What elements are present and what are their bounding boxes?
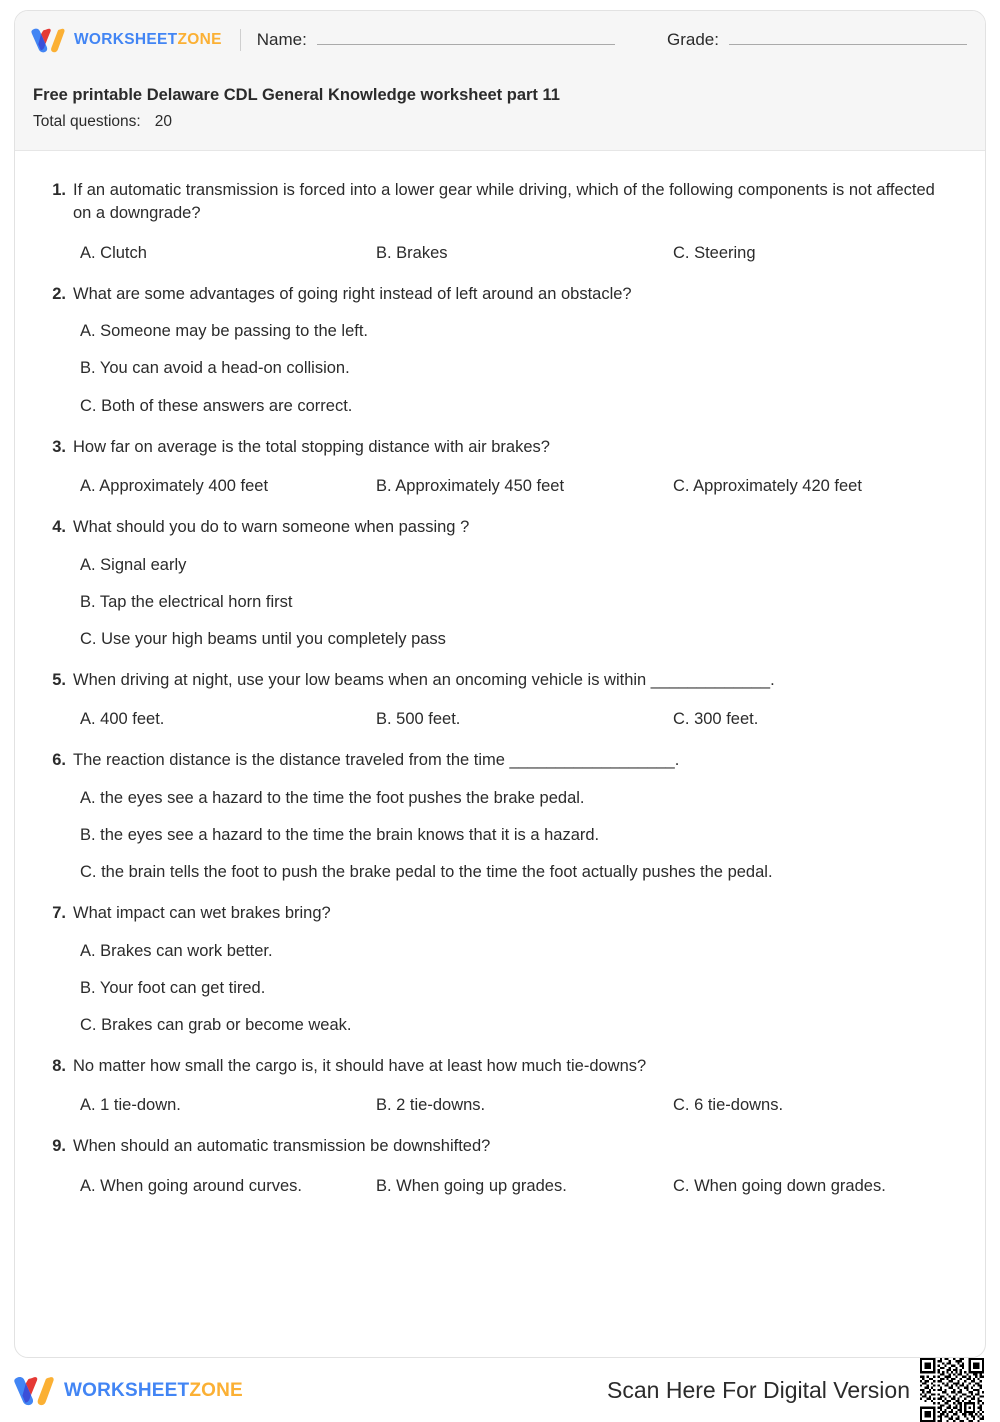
- page-footer: [0, 1366, 1000, 1414]
- question-item: [45, 179, 955, 265]
- question-text: What should you do to warn someone when passing ?: [73, 518, 470, 537]
- question-text: No matter how small the cargo is, it should have at least how much tie-downs?: [73, 1056, 647, 1075]
- option-b[interactable]: B. 2 tie-downs.: [376, 1096, 486, 1115]
- question-number: 3.: [52, 437, 66, 456]
- question-head: [45, 179, 955, 226]
- question-options: [45, 320, 955, 417]
- option-b[interactable]: B. Your foot can get tired.: [80, 978, 266, 997]
- option-b[interactable]: B. You can avoid a head-on collision.: [80, 359, 350, 378]
- question-options: [45, 1094, 955, 1117]
- question-options: [45, 475, 955, 498]
- name-label: Name:: [256, 30, 307, 49]
- question-item: [45, 902, 955, 1037]
- name-field[interactable]: [257, 30, 615, 50]
- question-head: [45, 902, 955, 925]
- question-item: [45, 516, 955, 651]
- question-item: [45, 436, 955, 499]
- question-number: 9.: [52, 1137, 66, 1156]
- option-c[interactable]: C. When going down grades.: [673, 1176, 886, 1195]
- question-options: [45, 242, 955, 265]
- question-text: What are some advantages of going right instead of left around an obstacle?: [73, 284, 632, 303]
- question-head: [45, 516, 955, 539]
- worksheetzone-v-logo-icon: [14, 1375, 54, 1406]
- grade-input-line[interactable]: [729, 30, 967, 45]
- qr-code-icon[interactable]: [920, 1358, 984, 1422]
- brand-logo: [31, 27, 222, 53]
- footer-brand-name-part2: ZONE: [189, 1379, 243, 1401]
- scan-prompt-text: Scan Here For Digital Version: [607, 1376, 910, 1403]
- grade-field[interactable]: [667, 30, 967, 50]
- header-top-row: [15, 11, 985, 69]
- option-c[interactable]: C. Approximately 420 feet: [673, 477, 862, 496]
- worksheet-header: [15, 11, 985, 151]
- question-options: [45, 554, 955, 651]
- question-number: 5.: [52, 670, 66, 689]
- option-c[interactable]: C. Use your high beams until you completely pass: [80, 629, 446, 648]
- option-c[interactable]: C. 300 feet.: [673, 710, 759, 729]
- question-number: 8.: [52, 1056, 66, 1075]
- question-options: [45, 708, 955, 731]
- question-number: 1.: [52, 181, 66, 199]
- option-a[interactable]: A. the eyes see a hazard to the time the foot pushes the brake pedal.: [80, 788, 585, 807]
- total-questions-label: Total questions:: [33, 112, 141, 130]
- header-title-block: [15, 85, 985, 131]
- option-b[interactable]: B. Brakes: [376, 243, 448, 262]
- question-number: 4.: [52, 518, 66, 537]
- question-item: [45, 669, 955, 732]
- question-head: [45, 1055, 955, 1078]
- question-head: [45, 436, 955, 459]
- brand-name: [74, 32, 222, 48]
- option-a[interactable]: A. 1 tie-down.: [80, 1096, 181, 1115]
- question-options: [45, 787, 955, 884]
- brand-name-part1: WORKSHEET: [74, 31, 178, 49]
- option-a[interactable]: A. Someone may be passing to the left.: [80, 322, 369, 341]
- footer-brand-logo: [14, 1375, 243, 1406]
- option-c[interactable]: C. 6 tie-downs.: [673, 1096, 784, 1115]
- questions-list: [15, 151, 985, 1226]
- question-head: [45, 283, 955, 306]
- option-c[interactable]: C. Steering: [673, 243, 756, 262]
- question-text: The reaction distance is the distance traveled from the time __________________.: [73, 751, 680, 770]
- footer-brand-name-part1: WORKSHEET: [64, 1379, 190, 1401]
- option-a[interactable]: A. 400 feet.: [80, 710, 165, 729]
- option-b[interactable]: B. the eyes see a hazard to the time the brain knows that it is a hazard.: [80, 825, 600, 844]
- name-input-line[interactable]: [317, 30, 615, 45]
- question-head: [45, 1135, 955, 1158]
- question-number: 2.: [52, 284, 66, 303]
- option-c[interactable]: C. Both of these answers are correct.: [80, 396, 353, 415]
- question-number: 6.: [52, 751, 66, 770]
- footer-brand-name: [64, 1381, 243, 1400]
- question-options: [45, 940, 955, 1037]
- question-item: [45, 749, 955, 884]
- option-b[interactable]: B. Tap the electrical horn first: [80, 592, 293, 611]
- question-item: [45, 1055, 955, 1118]
- grade-label: Grade:: [667, 30, 719, 49]
- option-a[interactable]: A. When going around curves.: [80, 1176, 302, 1195]
- option-a[interactable]: A. Signal early: [80, 555, 187, 574]
- worksheet-card: [14, 10, 986, 1358]
- option-a[interactable]: A. Clutch: [80, 243, 147, 262]
- question-text: What impact can wet brakes bring?: [73, 904, 331, 923]
- question-item: [45, 1135, 955, 1198]
- brand-name-part2: ZONE: [177, 31, 222, 49]
- question-number: 7.: [52, 904, 66, 923]
- question-text: When should an automatic transmission be downshifted?: [73, 1137, 491, 1156]
- question-text: If an automatic transmission is forced into a lower gear while driving, which of the following components is not affected on a downgrade?: [73, 181, 935, 223]
- question-head: [45, 669, 955, 692]
- worksheet-title: Free printable Delaware CDL General Knowledge worksheet part 11: [33, 86, 560, 104]
- question-text: How far on average is the total stopping distance with air brakes?: [73, 437, 550, 456]
- option-c[interactable]: C. Brakes can grab or become weak.: [80, 1015, 352, 1034]
- option-c[interactable]: C. the brain tells the foot to push the brake pedal to the time the foot actually pushes the pedal.: [80, 862, 773, 881]
- total-questions: [33, 112, 967, 131]
- option-a[interactable]: A. Approximately 400 feet: [80, 477, 269, 496]
- total-questions-value: 20: [154, 112, 172, 130]
- question-options: [45, 1175, 955, 1198]
- header-divider: [240, 29, 241, 51]
- option-b[interactable]: B. 500 feet.: [376, 710, 461, 729]
- question-item: [45, 283, 955, 418]
- option-b[interactable]: B. Approximately 450 feet: [376, 477, 565, 496]
- question-text: When driving at night, use your low beams when an oncoming vehicle is within _____________.: [73, 670, 775, 689]
- question-head: [45, 749, 955, 772]
- worksheetzone-v-logo-icon: [31, 27, 65, 53]
- option-a[interactable]: A. Brakes can work better.: [80, 941, 273, 960]
- option-b[interactable]: B. When going up grades.: [376, 1176, 567, 1195]
